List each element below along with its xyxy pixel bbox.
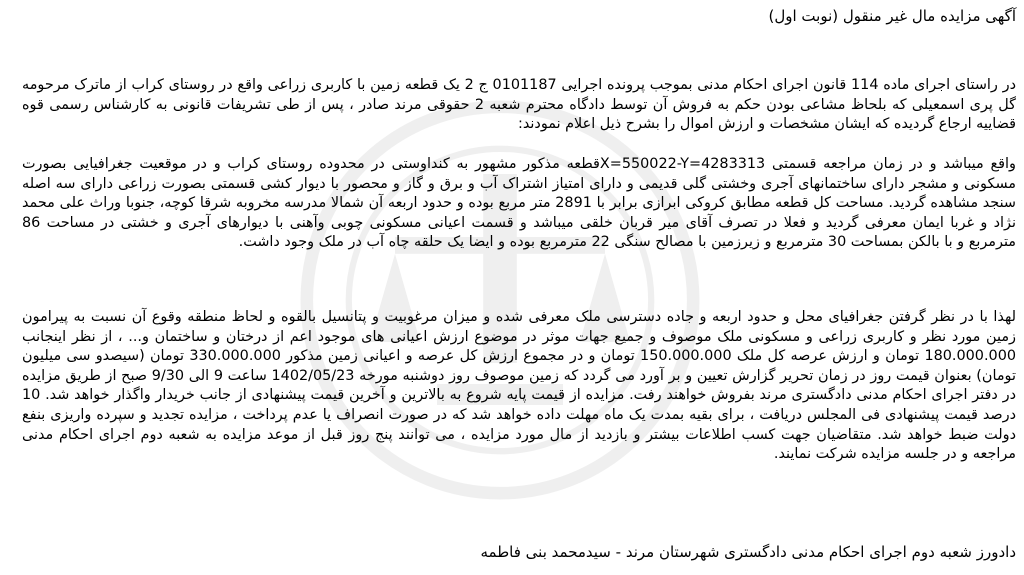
notice-title: آگهی مزایده مال غیر منقول (نوبت اول): [768, 7, 1016, 25]
notice-paragraph-valuation-and-terms: لهذا با در نظر گرفتن جغرافیای محل و حدود اربعه و جاده دسترسی ملک معرفی شده و میزان مرغوبیت و پتانسیل بالقوه و لحاظ منطقه وقوع آن نسبت به پیرامون زمین مورد نظر و کاربری زراعی و مسکونی ملک موصوف و جمیع جهات موثر در موضوع ارزش اعیانی های موجود اعم از درختان و ساختمان و... ، از نظر اینجانب 180.000.000 تومان و ارزش عرصه کل ملک 150.000.000 تومان و در مجموع ارزش کل عرصه و اعیانی زمین مذکور 330.000.000 تومان (سیصدو سی میلیون تومان) بعنوان قیمت روز در زمان تحریر گزارش تعیین و بر آورد می گردد که زمین موصوف روز دوشنبه مورخه 1402/05/23 ساعت 9 الی 9/30 صبح از طریق مزایده در دفتر اجرای احکام مدنی دادگستری مرند بفروش خواهند رفت. مزایده از قیمت پایه شروع به بالاترین و آخرین قیمت پیشنهادی از جانب خریدار واگذار خواهد شد. 10 درصد قیمت پیشنهادی فی المجلس دریافت ، برای بقیه بمدت یک ماه مهلت داده خواهد شد که در صورت انصراف یا عدم پرداخت ، مزایده تجدید و سپرده واریزی بنفع دولت ضبط خواهد شد. متقاضیان جهت کسب اطلاعات بیشتر و بازدید از مال مورد مزایده ، می توانند پنج روز قبل از موعد مزایده به شعبه دوم اجرای احکام مدنی مراجعه و در جلسه مزایده شرکت نمایند.: [22, 309, 1017, 463]
auction-notice: [22, 0, 1016, 575]
notice-paragraph-property-description: واقع میباشد و در زمان مراجعه قسمتی X=550022-Y=4283313قطعه مذکور مشهور به کنداوستی در محدوده روستای کراب و در موقعیت جغرافیایی بصورت مسکونی و مشجر دارای ساختمانهای آجری وخشتی گلی قدیمی و دارای امتیاز اشتراک آب و برق و گاز و محصور با دیوار کشی قسمتی بصورت زراعی دارای سه اصله سنجد مشاهده گردید. مساحت کل قطعه مطابق کروکی ابرازی برابر با 2891 متر مربع بوده و حدود اربعه آن شمالا مدرسه مخروبه شرقا کوچه، جنوبا وراث علی محمد نژاد و غربا ایمان معرفی گردید و فعلا در تصرف آقای میر قربان خلقی میباشد و قسمت اعیانی مسکونی چوبی وآهنی با دیوارهای آجری و خشتی در مساحت 86 مترمربع و با بالکن بمساحت 30 مترمربع و زیرزمین با مصالح سنگی 22 مترمربع بوده و ایضا یک حلقه چاه آب در ملک وجود داشت.: [22, 156, 1016, 251]
notice-paragraph-intro: در راستای اجرای ماده 114 قانون اجرای احکام مدنی بموجب پرونده اجرایی 0101187 ج 2 یک قطعه زمین با کاربری زراعی واقع در روستای کراب از ماترک مرحومه گل پری اسمعیلی که بلحاظ مشاعی بودن حکم به فروش آن توسط دادگاه محترم شعبه 2 حقوقی مرند صادر ، پس از طی تشریفات قانونی به کارشناس رسمی قوه قضاییه ارجاع گردیده که ایشان مشخصات و ارزش اموال را بشرح ذیل اعلام نمودند:: [22, 77, 1016, 133]
notice-signature: دادورز شعبه دوم اجرای احکام مدنی دادگستری شهرستان مرند - سیدمحمد بنی فاطمه: [480, 543, 1016, 561]
